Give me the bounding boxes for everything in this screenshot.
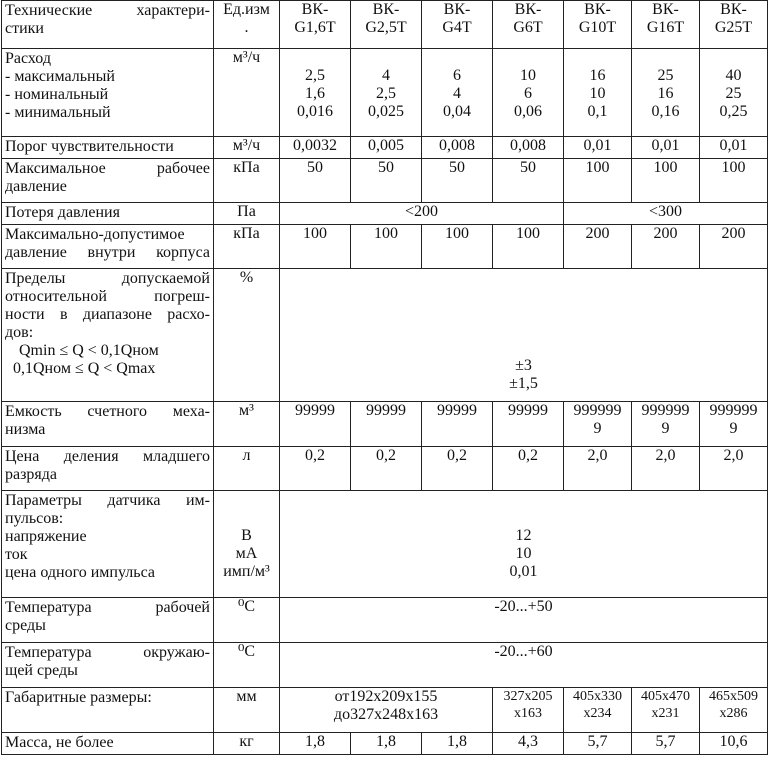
dimensions-g16: 405х470 х231 — [632, 688, 700, 733]
flow-values-g25t: 40 25 0,25 — [700, 49, 768, 137]
max-allowed-value: 200 — [632, 225, 700, 269]
threshold-value: 0,01 — [564, 137, 632, 159]
counter-capacity-value: 999999 9 — [632, 402, 700, 447]
row-max-pressure — [2, 159, 768, 203]
row-flow — [2, 49, 768, 137]
max-pressure-param: Максимальное рабочее давление — [2, 159, 214, 203]
mass-value: 4,3 — [493, 733, 564, 755]
max-allowed-value: 100 — [422, 225, 493, 269]
counter-capacity-value: 99999 — [493, 402, 564, 447]
max-allowed-value: 100 — [280, 225, 351, 269]
division-value: 2,0 — [700, 447, 768, 491]
error-limit-low: ±3 — [515, 357, 532, 374]
working-temp-unit: ⁰С — [214, 598, 280, 643]
header-row — [2, 1, 768, 49]
threshold-value: 0,01 — [632, 137, 700, 159]
pressure-loss-unit: Па — [214, 203, 280, 225]
row-error-limits — [2, 269, 768, 402]
row-dimensions — [2, 688, 768, 733]
dimensions-g10: 405х330 х234 — [564, 688, 632, 733]
division-value: 0,2 — [422, 447, 493, 491]
row-pulse-sensor — [2, 491, 768, 598]
header-unit-cell: Ед.изм . — [214, 1, 280, 49]
dimensions-group: от192х209х155 до327х248х163 — [280, 688, 493, 733]
header-model-g16: ВК- G1,6T — [280, 1, 351, 49]
header-param-cell: Технические характери- стики — [2, 1, 214, 49]
ambient-temp-unit: ⁰С — [214, 643, 280, 688]
header-model-g4: ВК- G4T — [422, 1, 493, 49]
pressure-loss-group1: <200 — [280, 203, 564, 225]
mass-param: Масса, не более — [2, 733, 214, 755]
ambient-temp-value: -20...+60 — [280, 643, 768, 688]
specs-table — [1, 0, 768, 755]
row-ambient-temp — [2, 643, 768, 688]
header-model-g6: ВК- G6T — [493, 1, 564, 49]
header-model-g16t: ВК- G16T — [632, 1, 700, 49]
row-counter-capacity — [2, 402, 768, 447]
max-pressure-value: 100 — [632, 159, 700, 203]
division-param: Цена деления младшего разряда — [2, 447, 214, 491]
flow-values-g16: 2,5 1,6 0,016 — [280, 49, 351, 137]
threshold-value: 0,005 — [351, 137, 422, 159]
flow-values-g10: 16 10 0,1 — [564, 49, 632, 137]
counter-capacity-value: 999999 9 — [564, 402, 632, 447]
max-pressure-value: 50 — [351, 159, 422, 203]
flow-values-g16t: 25 16 0,16 — [632, 49, 700, 137]
dimensions-g25: 465х509 х286 — [700, 688, 768, 733]
header-model-g25: ВК- G2,5T — [351, 1, 422, 49]
counter-capacity-unit: м³ — [214, 402, 280, 447]
division-value: 0,2 — [280, 447, 351, 491]
mass-value: 5,7 — [564, 733, 632, 755]
working-temp-param: Температура рабочей среды — [2, 598, 214, 643]
flow-unit: м³/ч — [214, 49, 280, 137]
threshold-unit: м³/ч — [214, 137, 280, 159]
row-working-temp — [2, 598, 768, 643]
division-unit: л — [214, 447, 280, 491]
ambient-temp-param: Температура окружаю- щей среды — [2, 643, 214, 688]
max-allowed-value: 100 — [351, 225, 422, 269]
row-pressure-loss — [2, 203, 768, 225]
pulse-sensor-param: Параметры датчика им- пульсов: напряжение ток цена одного импульса — [2, 491, 214, 598]
working-temp-value: -20...+50 — [280, 598, 768, 643]
division-value: 2,0 — [564, 447, 632, 491]
row-max-allowed-pressure — [2, 225, 768, 269]
max-allowed-unit: кПа — [214, 225, 280, 269]
max-pressure-value: 50 — [280, 159, 351, 203]
division-value: 2,0 — [632, 447, 700, 491]
error-limits-values — [280, 269, 768, 402]
dimensions-unit: мм — [214, 688, 280, 733]
max-pressure-value: 100 — [700, 159, 768, 203]
division-value: 0,2 — [493, 447, 564, 491]
counter-capacity-value: 99999 — [351, 402, 422, 447]
flow-values-g4: 6 4 0,04 — [422, 49, 493, 137]
max-allowed-param: Максимально-допустимое давление внутри корпуса — [2, 225, 214, 269]
max-allowed-value: 100 — [493, 225, 564, 269]
pressure-loss-param: Потеря давления — [2, 203, 214, 225]
mass-unit: кг — [214, 733, 280, 755]
threshold-value: 0,008 — [493, 137, 564, 159]
error-limits-param: Пределы допускаемой относительной погреш- ности в диапазоне расхо- дов: Qmin ≤ Q < 0,1Qном 0,1Qном ≤ Q < Qmax — [2, 269, 214, 402]
dimensions-param: Габаритные размеры: — [2, 688, 214, 733]
max-pressure-value: 100 — [564, 159, 632, 203]
pressure-loss-group2: <300 — [564, 203, 768, 225]
counter-capacity-value: 99999 — [422, 402, 493, 447]
pulse-sensor-values: 12 10 0,01 — [280, 491, 768, 598]
counter-capacity-value: 999999 9 — [700, 402, 768, 447]
max-allowed-value: 200 — [700, 225, 768, 269]
mass-value: 1,8 — [422, 733, 493, 755]
error-limits-unit: % — [214, 269, 280, 402]
counter-capacity-param: Емкость счетного меха- низма — [2, 402, 214, 447]
max-pressure-unit: кПа — [214, 159, 280, 203]
threshold-value: 0,0032 — [280, 137, 351, 159]
mass-value: 10,6 — [700, 733, 768, 755]
counter-capacity-value: 99999 — [280, 402, 351, 447]
mass-value: 1,8 — [280, 733, 351, 755]
header-model-g25t: ВК- G25T — [700, 1, 768, 49]
max-pressure-value: 50 — [493, 159, 564, 203]
dimensions-g6: 327х205 х163 — [493, 688, 564, 733]
pulse-sensor-units: В мА имп/м³ — [214, 491, 280, 598]
header-model-g10: ВК- G10T — [564, 1, 632, 49]
flow-values-g6: 10 6 0,06 — [493, 49, 564, 137]
max-allowed-value: 200 — [564, 225, 632, 269]
error-limit-high: ±1,5 — [509, 375, 538, 392]
threshold-value: 0,008 — [422, 137, 493, 159]
mass-value: 5,7 — [632, 733, 700, 755]
row-threshold — [2, 137, 768, 159]
mass-value: 1,8 — [351, 733, 422, 755]
division-value: 0,2 — [351, 447, 422, 491]
flow-values-g25: 4 2,5 0,025 — [351, 49, 422, 137]
threshold-param: Порог чувствительности — [2, 137, 214, 159]
row-division — [2, 447, 768, 491]
row-mass — [2, 733, 768, 755]
threshold-value: 0,01 — [700, 137, 768, 159]
max-pressure-value: 50 — [422, 159, 493, 203]
flow-param: Расход - максимальный - номинальный - минимальный — [2, 49, 214, 137]
